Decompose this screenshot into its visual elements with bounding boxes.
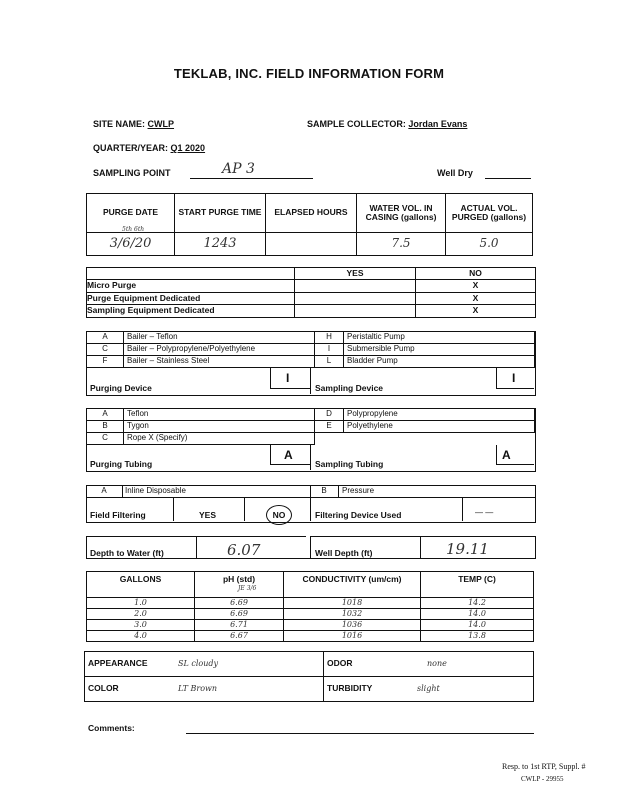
reading-temp: 14.2 <box>421 598 534 609</box>
purging-tubing-value: A <box>284 448 293 462</box>
ph-annotation: JE 3/6 <box>238 585 257 592</box>
filtering-device-label: Filtering Device Used <box>315 510 402 520</box>
reading-gallons: 3.0 <box>87 620 195 631</box>
filtering-code-divider <box>122 485 123 497</box>
tubing-value-box-left <box>270 445 271 464</box>
tubing-code: B <box>87 421 124 433</box>
purge-date-annotation: 5th 6th <box>122 226 145 233</box>
elapsed-hours-header: ELAPSED HOURS <box>266 194 357 233</box>
tubing-name: Polyethylene <box>344 421 535 433</box>
turbidity-value: slight <box>407 677 534 702</box>
well-dry-line <box>485 178 531 179</box>
temp-header: TEMP (C) <box>421 572 534 598</box>
well-depth-value: 19.11 <box>446 540 489 558</box>
reading-ph: 6.69 <box>195 598 284 609</box>
actual-vol-header: ACTUAL VOL. PURGED (gallons) <box>446 194 533 233</box>
filtering-code: B <box>321 486 327 495</box>
sampling-equipment-yes <box>295 305 416 318</box>
device-name: Peristaltic Pump <box>344 332 535 344</box>
well-depth-label: Well Depth (ft) <box>315 548 373 558</box>
filtering-name: Pressure <box>342 486 375 495</box>
odor-value: none <box>407 652 534 677</box>
tubing-divider <box>310 445 311 470</box>
tubing-code: D <box>315 409 344 421</box>
sampling-point-label: SAMPLING POINT <box>93 168 171 178</box>
reading-ph: 6.69 <box>195 609 284 620</box>
sampling-equipment-label: Sampling Equipment Dedicated <box>87 305 295 318</box>
device-name: Bailer – Teflon <box>124 332 315 344</box>
reading-temp: 13.8 <box>421 631 534 642</box>
depth-divider <box>310 536 311 558</box>
site-name-value: CWLP <box>147 119 175 129</box>
comments-label: Comments: <box>88 723 135 733</box>
filtering-code-divider-right <box>338 485 339 497</box>
odor-label: ODOR <box>324 652 408 677</box>
device-name: Bladder Pump <box>344 356 535 368</box>
checks-yes-header: YES <box>295 268 416 280</box>
quarter-year-field <box>93 143 205 153</box>
purging-tubing-label: Purging Tubing <box>90 459 153 469</box>
color-value: LT Brown <box>168 677 324 702</box>
purge-equipment-no: X <box>416 292 536 305</box>
readings-table <box>86 571 534 642</box>
sampling-device-label: Sampling Device <box>315 383 384 393</box>
sampling-point-line <box>190 178 313 179</box>
site-name-field <box>93 119 174 129</box>
actual-vol-value: 5.0 <box>446 233 533 256</box>
reading-conductivity: 1018 <box>284 598 421 609</box>
reading-gallons: 4.0 <box>87 631 195 642</box>
sample-collector-label: SAMPLE COLLECTOR: <box>307 119 406 129</box>
reading-ph: 6.67 <box>195 631 284 642</box>
tubing-name: Teflon <box>124 409 315 421</box>
reading-gallons: 2.0 <box>87 609 195 620</box>
device-code: F <box>87 356 124 368</box>
observations-table <box>84 651 534 702</box>
purging-device-value: I <box>286 371 290 385</box>
sampling-tubing-label: Sampling Tubing <box>315 459 384 469</box>
device-code: H <box>315 332 344 344</box>
reading-conductivity: 1016 <box>284 631 421 642</box>
sampling-device-value: I <box>512 371 516 385</box>
appearance-value: SL cloudy <box>168 652 324 677</box>
sample-collector-field <box>307 119 467 129</box>
purge-date-header: PURGE DATE <box>87 194 175 233</box>
device-divider <box>310 368 311 394</box>
tubing-code: E <box>315 421 344 433</box>
device-value-box-left-bottom <box>270 388 310 389</box>
water-vol-value: 7.5 <box>357 233 446 256</box>
tubing-code: C <box>87 433 124 445</box>
depth-to-water-label: Depth to Water (ft) <box>90 548 164 558</box>
gallons-header: GALLONS <box>87 572 195 598</box>
start-purge-value: 1243 <box>175 233 266 256</box>
purge-equipment-yes <box>295 292 416 305</box>
reading-conductivity: 1036 <box>284 620 421 631</box>
form-title: TEKLAB, INC. FIELD INFORMATION FORM <box>173 66 445 81</box>
micro-purge-no: X <box>416 280 536 293</box>
appearance-label: APPEARANCE <box>85 652 169 677</box>
checks-no-header: NO <box>416 268 536 280</box>
water-vol-header: WATER VOL. IN CASING (gallons) <box>357 194 446 233</box>
reading-temp: 14.0 <box>421 620 534 631</box>
device-name: Bailer – Stainless Steel <box>124 356 315 368</box>
tubing-table <box>86 408 535 445</box>
footer-line1: Resp. to 1st RTP, Suppl. # <box>502 762 586 771</box>
sampling-equipment-no: X <box>416 305 536 318</box>
filtering-no-divider <box>244 497 245 521</box>
tubing-value-box-right-bottom <box>496 464 534 465</box>
device-value-box-right-bottom <box>496 388 534 389</box>
sampling-point-value: AP 3 <box>222 161 255 177</box>
field-filtering-label: Field Filtering <box>90 510 146 520</box>
tubing-name: Tygon <box>124 421 315 433</box>
tubing-value-box-left-bottom <box>270 464 310 465</box>
reading-ph: 6.71 <box>195 620 284 631</box>
filtering-yes-divider <box>173 497 174 521</box>
checks-blank-header <box>87 268 295 280</box>
filtering-code: A <box>101 486 107 495</box>
reading-gallons: 1.0 <box>87 598 195 609</box>
purge-table <box>86 193 533 256</box>
depth-water-divider <box>196 536 197 558</box>
site-name-label: SITE NAME: <box>93 119 146 129</box>
field-filtering-no: NO <box>266 505 292 525</box>
device-name: Bailer – Polypropylene/Polyethylene <box>124 344 315 356</box>
sample-collector-value: Jordan Evans <box>408 119 468 129</box>
depth-well-divider <box>420 536 421 558</box>
tubing-blank <box>344 433 535 445</box>
purge-equipment-label: Purge Equipment Dedicated <box>87 292 295 305</box>
device-code: L <box>315 356 344 368</box>
color-label: COLOR <box>85 677 169 702</box>
devices-table <box>86 331 535 368</box>
micro-purge-label: Micro Purge <box>87 280 295 293</box>
ph-header: pH (std) <box>195 572 284 598</box>
tubing-blank <box>315 433 344 445</box>
device-value-box-left <box>270 368 271 388</box>
comments-line[interactable] <box>186 733 534 734</box>
filtering-device-divider <box>462 497 463 521</box>
conductivity-header: CONDUCTIVITY (um/cm) <box>284 572 421 598</box>
reading-temp: 14.0 <box>421 609 534 620</box>
well-dry-label: Well Dry <box>437 168 473 178</box>
filtering-device-value: — — <box>475 508 494 517</box>
tubing-code: A <box>87 409 124 421</box>
purging-device-label: Purging Device <box>90 383 152 393</box>
depth-to-water-value: 6.07 <box>227 541 261 559</box>
device-code: C <box>87 344 124 356</box>
start-purge-header: START PURGE TIME <box>175 194 266 233</box>
device-value-box-right <box>496 368 497 388</box>
elapsed-hours-value <box>266 233 357 256</box>
filtering-name: Inline Disposable <box>125 486 186 495</box>
field-filtering-yes: YES <box>199 510 217 520</box>
micro-purge-yes <box>295 280 416 293</box>
footer-line2: CWLP - 29955 <box>521 775 564 783</box>
reading-conductivity: 1032 <box>284 609 421 620</box>
quarter-year-label: QUARTER/YEAR: <box>93 143 169 153</box>
purge-date-value: 3/6/20 <box>87 233 175 256</box>
tubing-value-box-right <box>496 445 497 464</box>
tubing-name: Polypropylene <box>344 409 535 421</box>
quarter-year-value: Q1 2020 <box>170 143 206 153</box>
tubing-name: Rope X (Specify) <box>124 433 315 445</box>
purge-checks-table <box>86 267 536 318</box>
sampling-tubing-value: A <box>502 448 511 462</box>
device-name: Submersible Pump <box>344 344 535 356</box>
device-code: I <box>315 344 344 356</box>
depth-top-right <box>310 536 535 537</box>
turbidity-label: TURBIDITY <box>324 677 408 702</box>
device-code: A <box>87 332 124 344</box>
